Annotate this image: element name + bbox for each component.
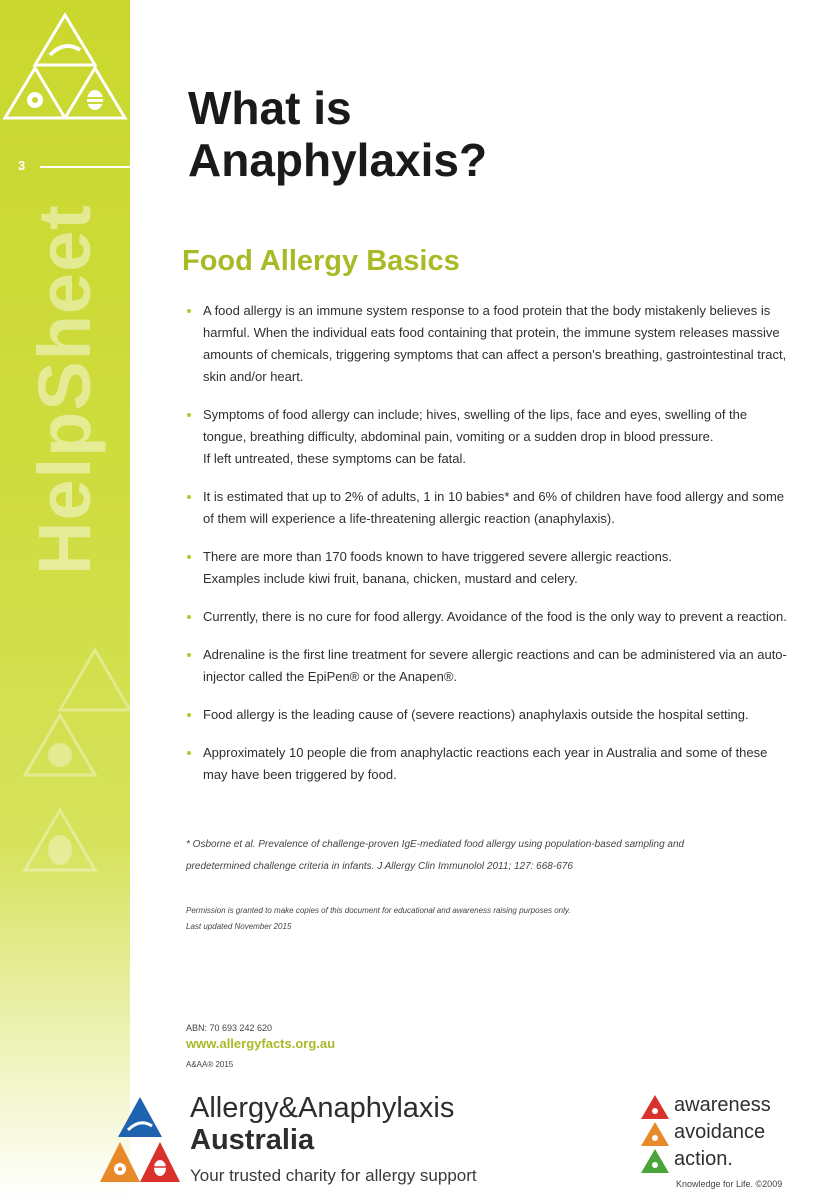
section-heading: Food Allergy Basics [182, 245, 460, 277]
aaa-block [640, 1090, 800, 1195]
org-name-country: Australia [190, 1124, 315, 1156]
org-tagline: Your trusted charity for allergy support [190, 1166, 477, 1185]
page-title [188, 82, 487, 186]
avoidance-triangle-icon [640, 1121, 670, 1147]
org-logo-icon [100, 1092, 180, 1187]
sidebar-logo-icon [0, 10, 130, 120]
avoidance-label: avoidance [674, 1121, 766, 1143]
sidebar [0, 0, 130, 1200]
website-link[interactable]: www.allergyfacts.org.au [186, 1036, 336, 1051]
awareness-triangle-icon [640, 1094, 670, 1120]
page-title-line1: What is [188, 82, 352, 134]
list-item: Currently, there is no cure for food allergy. Avoidance of the food is the only way to prevent a reaction. [186, 606, 791, 628]
abn-number: ABN: 70 693 242 620 [186, 1023, 273, 1033]
action-triangle-icon [640, 1148, 670, 1174]
list-item: Food allergy is the leading cause of (severe reactions) anaphylaxis outside the hospital setting. [186, 704, 791, 726]
list-item: There are more than 170 foods known to have triggered severe allergic reactions. Examples include kiwi fruit, banana, chicken, mustard and celery. [186, 546, 791, 590]
page-title-line2: Anaphylaxis? [188, 134, 488, 186]
list-item: A food allergy is an immune system response to a food protein that the body mistakenly believes is harmful. When the individual eats food containing that protein, the immune system releases massive amounts of chemicals, triggering symptoms that can affect a person's breathing, gastrointestinal tract, skin and/or heart. [186, 300, 791, 388]
org-name: Allergy&Anaphylaxis [190, 1092, 455, 1124]
action-label: action. [674, 1148, 733, 1170]
helpsheet-vertical-label: HelpSheet [23, 204, 106, 575]
reference-footnote: * Osborne et al. Prevalence of challenge-proven IgE-mediated food allergy using population-based sampling and predetermined challenge criteria in infants. J Allergy Clin Immunolol 2011; 127: 668-676 [186, 839, 685, 872]
page-number-rule [40, 166, 130, 168]
bullet-list [186, 300, 791, 786]
copyright-text: A&AA® 2015 [186, 1060, 234, 1069]
list-item: Adrenaline is the first line treatment for severe allergic reactions and can be administered via an auto-injector called the EpiPen® or the Anapen®. [186, 644, 791, 688]
last-updated: Last updated November 2015 [186, 922, 292, 931]
knowledge-for-life: Knowledge for Life. ©2009 [676, 1179, 783, 1189]
page-number: 3 [18, 158, 26, 173]
watermark-logo-icon [0, 640, 130, 940]
awareness-label: awareness [674, 1094, 771, 1116]
list-item: Symptoms of food allergy can include; hives, swelling of the lips, face and eyes, swelling of the tongue, breathing difficulty, abdominal pain, vomiting or a sudden drop in blood pressure. If left untreated, these symptoms can be fatal. [186, 404, 791, 470]
permission-note [186, 903, 686, 935]
permission-text: Permission is granted to make copies of this document for educational and awareness raising purposes only. [186, 906, 571, 915]
list-item: Approximately 10 people die from anaphylactic reactions each year in Australia and some of these may have been triggered by food. [186, 742, 791, 786]
list-item: It is estimated that up to 2% of adults, 1 in 10 babies* and 6% of children have food allergy and some of them will experience a life-threatening allergic reaction (anaphylaxis). [186, 486, 791, 530]
